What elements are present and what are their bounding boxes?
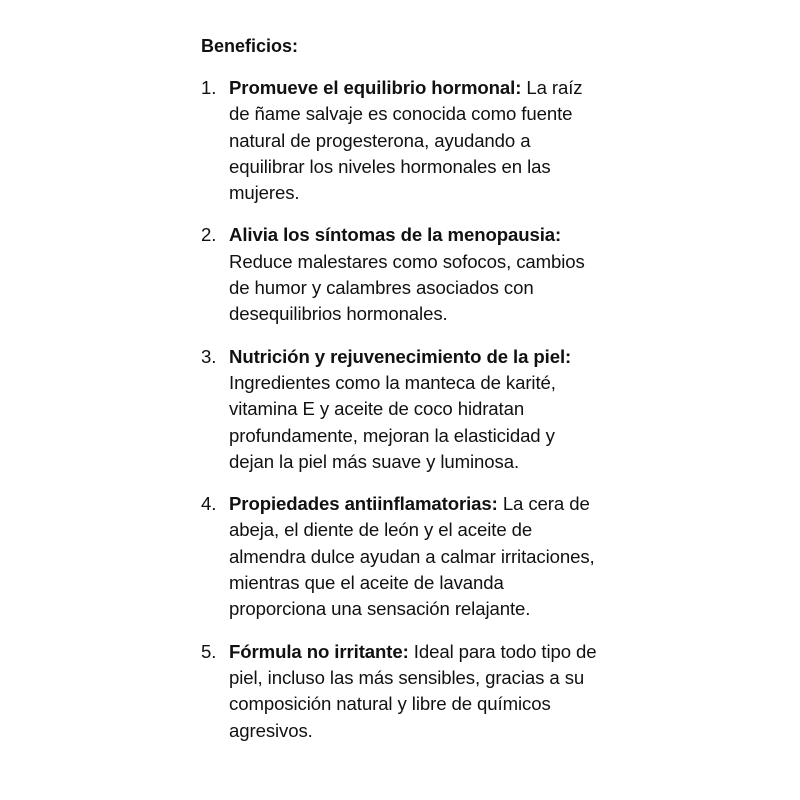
list-item: [201, 491, 601, 622]
list-item: [201, 344, 601, 475]
item-title: Propiedades antiinflamatorias:: [229, 493, 498, 515]
benefits-section: [201, 33, 601, 760]
item-number: 1.: [201, 77, 217, 98]
item-text: La cera de abeja, el diente de león y el aceite de almendra dulce ayudan a calmar irritaciones, mientras que el aceite de lavanda proporciona una sensación relajante.: [229, 493, 595, 620]
item-title: Nutrición y rejuvenecimiento de la piel:: [229, 345, 572, 367]
item-number: 4.: [201, 493, 217, 515]
item-title: Promueve el equilibrio hormonal:: [229, 77, 522, 98]
item-text: La raíz de ñame salvaje es conocida como fuente natural de progesterona, ayudando a equilibrar los niveles hormonales en las mujeres.: [229, 77, 583, 204]
item-text: Ideal para todo tipo de piel, incluso las más sensibles, gracias a su composición natural y libre de químicos agresivos.: [229, 640, 597, 741]
item-number: 5.: [201, 640, 217, 662]
list-item: [201, 75, 601, 206]
item-number: 2.: [201, 224, 217, 246]
list-item: [201, 639, 601, 744]
item-text: Ingredientes como la manteca de karité, vitamina E y aceite de coco hidratan profundamente, mejoran la elasticidad y dejan la piel más suave y luminosa.: [229, 371, 556, 472]
item-text: Reduce malestares como sofocos, cambios de humor y calambres asociados con desequilibrios hormonales.: [229, 250, 585, 325]
benefits-list: [201, 75, 601, 744]
list-item: [201, 222, 601, 327]
item-title: Alivia los síntomas de la menopausia:: [229, 224, 562, 246]
item-number: 3.: [201, 345, 217, 367]
section-heading: Beneficios:: [201, 36, 299, 56]
item-title: Fórmula no irritante:: [229, 640, 409, 662]
